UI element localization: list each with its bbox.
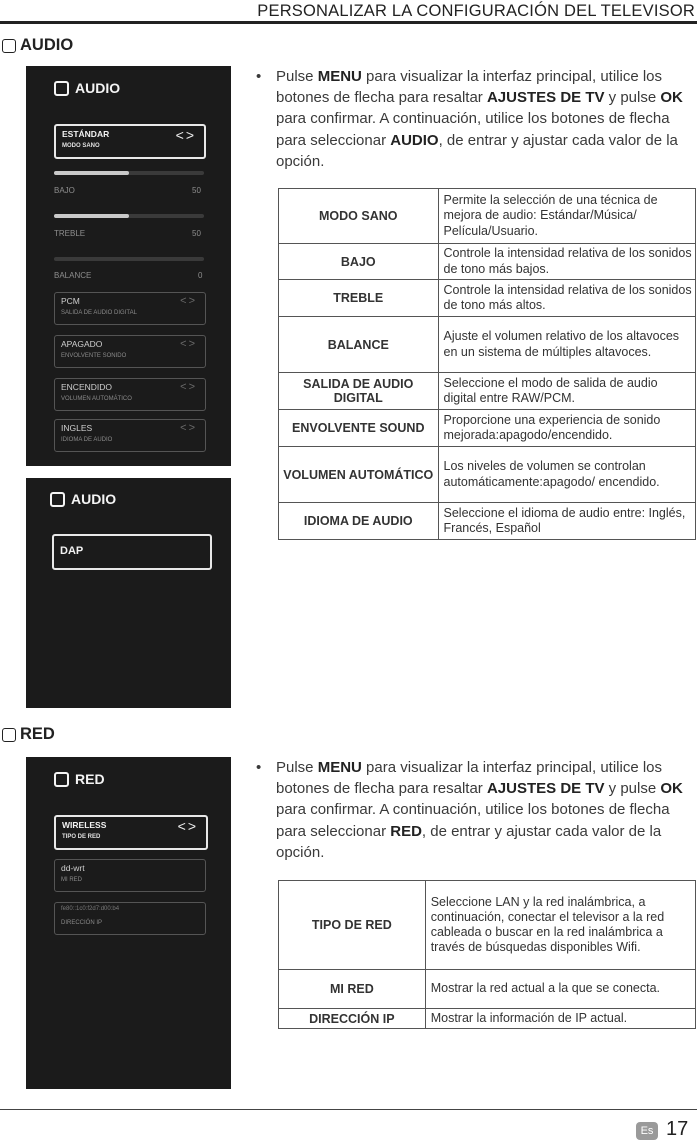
treble-slider[interactable] <box>54 214 204 218</box>
audio-setting-name: MODO SANO <box>279 189 439 244</box>
network-type-value: WIRELESS <box>62 820 107 830</box>
network-setting-name: TIPO DE RED <box>279 881 426 970</box>
treble-slider-fill <box>54 214 129 218</box>
audio-setting-name: BALANCE <box>279 317 439 373</box>
audio-dap-menu-title-text: AUDIO <box>71 491 117 507</box>
instruction-text: para visualizar la interfaz principal, utilice los botones de flecha para resaltar <box>276 68 663 107</box>
bullet: • <box>256 759 262 776</box>
footer-rule <box>0 1109 697 1110</box>
square-icon <box>2 39 16 53</box>
sound-mode-value: ESTÁNDAR <box>62 129 110 139</box>
treble-value: 50 <box>192 229 201 238</box>
audio-setting-name: SALIDA DE AUDIO DIGITAL <box>279 373 439 410</box>
audio-table-row <box>279 503 696 540</box>
balance-slider[interactable] <box>54 257 204 261</box>
instruction-text: para confirmar. A continuación, utilice los botones de flecha para seleccionar <box>276 110 670 149</box>
auto-volume-value: ENCENDIDO <box>61 382 113 392</box>
surround-sound-option[interactable] <box>54 335 206 368</box>
balance-label: BALANCE <box>54 271 92 280</box>
instruction-text: Pulse <box>276 759 318 776</box>
network-setting-name: MI RED <box>279 970 426 1009</box>
menu-key: MENU <box>317 68 362 85</box>
red-section-label: RED <box>20 725 55 743</box>
network-setting-description: Mostrar la información de IP actual. <box>425 1009 695 1029</box>
network-menu-title <box>54 771 105 787</box>
audio-table-row <box>279 410 696 447</box>
balance-value: 0 <box>198 271 203 280</box>
instruction-text: y pulse <box>604 89 661 107</box>
bass-label: BAJO <box>54 186 75 195</box>
left-right-arrows-icon: <> <box>175 127 196 143</box>
ok-key: OK <box>660 89 683 107</box>
square-icon <box>54 772 69 787</box>
audio-table-row <box>279 280 696 317</box>
bullet: • <box>256 68 262 85</box>
network-table-row <box>279 881 696 970</box>
instruction-text: y pulse <box>604 780 661 798</box>
left-right-arrows-icon: <> <box>180 381 197 393</box>
network-instruction <box>256 757 696 863</box>
square-icon <box>50 492 65 507</box>
ip-address-option[interactable] <box>54 902 206 935</box>
tv-settings-key: AJUSTES DE TV <box>486 780 605 798</box>
audio-table-row <box>279 317 696 373</box>
audio-setting-description: Controle la intensidad relativa de los sonidos de tono más bajos. <box>438 244 695 280</box>
instruction-text: , de entrar y ajustar cada valor de la opción. <box>276 131 678 170</box>
audio-setting-description: Seleccione el idioma de audio entre: Inglés, Francés, Español <box>438 503 695 540</box>
ip-address-value: fe80::1c0:f2d7:d00:b4 <box>61 906 120 912</box>
network-table-row <box>279 970 696 1009</box>
audio-setting-description: Permite la selección de una técnica de mejora de audio: Estándar/Música/ Película/Usuario. <box>438 189 695 244</box>
page-header-title: PERSONALIZAR LA CONFIGURACIÓN DEL TELEVISOR <box>257 2 695 20</box>
my-network-option[interactable] <box>54 859 206 892</box>
language-badge: Es <box>636 1122 658 1140</box>
surround-sound-value: APAGADO <box>61 339 103 349</box>
audio-setting-description: Ajuste el volumen relativo de los altavoces en un sistema de múltiples altavoces. <box>438 317 695 373</box>
digital-audio-output-value: PCM <box>61 296 80 306</box>
audio-instruction <box>256 66 696 172</box>
audio-language-value: INGLES <box>61 423 93 433</box>
sound-mode-label: MODO SANO <box>62 143 100 149</box>
tv-settings-key: AJUSTES DE TV <box>486 89 605 107</box>
left-right-arrows-icon: <> <box>180 295 197 307</box>
audio-table-row <box>279 189 696 244</box>
instruction-text: , de entrar y ajustar cada valor de la opción. <box>276 822 662 861</box>
audio-section-label: AUDIO <box>20 36 74 54</box>
audio-language-option[interactable] <box>54 419 206 452</box>
auto-volume-label: VOLUMEN AUTOMÁTICO <box>61 396 132 402</box>
audio-language-label: IDIOMA DE AUDIO <box>61 437 113 443</box>
audio-setting-name: TREBLE <box>279 280 439 317</box>
audio-settings-table <box>278 188 696 540</box>
surround-sound-label: ENVOLVENTE SONIDO <box>61 353 127 359</box>
audio-menu-title <box>54 80 120 96</box>
audio-section-title <box>2 36 73 55</box>
left-right-arrows-icon: <> <box>180 338 197 350</box>
network-settings-table <box>278 880 696 1029</box>
network-type-label: TIPO DE RED <box>62 834 101 840</box>
digital-audio-output-option[interactable] <box>54 292 206 325</box>
bass-slider[interactable] <box>54 171 204 175</box>
bass-value: 50 <box>192 186 201 195</box>
network-type-option[interactable] <box>54 815 208 850</box>
audio-setting-description: Los niveles de volumen se controlan automáticamente:apagodo/ encendido. <box>438 447 695 503</box>
audio-setting-description: Proporcione una experiencia de sonido mejorada:apagodo/encendido. <box>438 410 695 447</box>
menu-key: MENU <box>317 759 362 776</box>
audio-setting-description: Controle la intensidad relativa de los sonidos de tono más altos. <box>438 280 695 317</box>
square-icon <box>54 81 69 96</box>
treble-label: TREBLE <box>54 229 86 238</box>
audio-menu-title-text: AUDIO <box>75 80 121 96</box>
network-key: RED <box>390 822 422 840</box>
audio-dap-menu-title <box>50 491 116 507</box>
network-menu-screenshot <box>26 757 231 1089</box>
audio-setting-description: Seleccione el modo de salida de audio digital entre RAW/PCM. <box>438 373 695 410</box>
network-setting-description: Seleccione LAN y la red inalámbrica, a continuación, conectar el televisor a la red cableada o buscar en la red inalámbrica a través de búsquedas disponibles Wifi. <box>425 881 695 970</box>
bass-slider-fill <box>54 171 129 175</box>
audio-setting-name: IDIOMA DE AUDIO <box>279 503 439 540</box>
network-table-row <box>279 1009 696 1029</box>
sound-mode-option[interactable] <box>54 124 206 159</box>
auto-volume-option[interactable] <box>54 378 206 411</box>
ok-key: OK <box>660 780 683 798</box>
digital-audio-output-label: SALIDA DE AUDIO DIGITAL <box>61 310 137 316</box>
instruction-text: para visualizar la interfaz principal, utilice los botones de flecha para resaltar <box>276 759 663 798</box>
my-network-label: MI RED <box>61 877 82 883</box>
dap-option[interactable] <box>52 534 212 570</box>
audio-menu-screenshot <box>26 66 231 466</box>
audio-setting-name: ENVOLVENTE SOUND <box>279 410 439 447</box>
audio-table-row <box>279 244 696 280</box>
page-number: 17 <box>666 1118 689 1140</box>
network-menu-title-text: RED <box>75 771 105 787</box>
left-right-arrows-icon: <> <box>180 422 197 434</box>
audio-key: AUDIO <box>390 131 439 149</box>
instruction-text: para confirmar. A continuación, utilice los botones de flecha para seleccionar <box>276 801 670 840</box>
audio-setting-name: BAJO <box>279 244 439 280</box>
square-icon <box>2 728 16 742</box>
ip-address-label: DIRECCIÓN IP <box>61 920 103 926</box>
red-section-title <box>2 725 55 744</box>
instruction-text: Pulse <box>276 68 318 85</box>
dap-option-label: DAP <box>60 545 84 557</box>
network-setting-description: Mostrar la red actual a la que se conecta. <box>425 970 695 1009</box>
audio-dap-screenshot <box>26 478 231 708</box>
network-setting-name: DIRECCIÓN IP <box>279 1009 426 1029</box>
left-right-arrows-icon: <> <box>177 818 198 834</box>
my-network-value: dd-wrt <box>61 863 85 873</box>
audio-table-row <box>279 373 696 410</box>
header-rule <box>0 21 697 24</box>
audio-setting-name: VOLUMEN AUTOMÁTICO <box>279 447 439 503</box>
audio-table-row <box>279 447 696 503</box>
